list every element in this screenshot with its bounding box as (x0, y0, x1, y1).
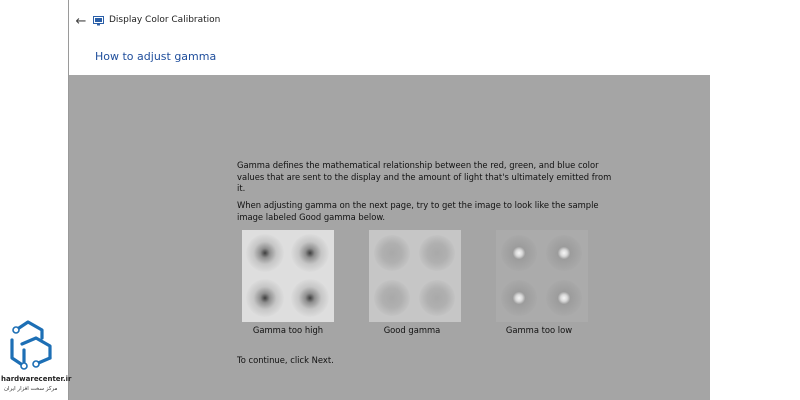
watermark-site-name: hardwarecenter.ir (1, 375, 72, 383)
window-title: Display Color Calibration (109, 15, 221, 25)
window-right-margin (710, 75, 800, 400)
caption-good-gamma: Good gamma (383, 325, 441, 335)
page-heading: How to adjust gamma (95, 50, 217, 63)
caption-gamma-too-high: Gamma too high (252, 325, 324, 335)
sample-image-gamma-too-low (496, 230, 588, 322)
title-bar (69, 0, 800, 44)
content-area (69, 75, 710, 400)
back-button[interactable] (73, 14, 89, 30)
watermark-subtitle: مرکز سخت افزار ایران (4, 386, 58, 392)
monitor-icon (93, 16, 104, 26)
sample-image-gamma-too-high (242, 230, 334, 322)
arrow-left-icon: ← (75, 14, 87, 29)
caption-gamma-too-low: Gamma too low (505, 325, 573, 335)
sample-image-good-gamma (369, 230, 461, 322)
gamma-instruction-text: When adjusting gamma on the next page, try to get the image to look like the sample image labeled Good gamma below. (237, 200, 599, 222)
gamma-definition-text: Gamma defines the mathematical relationship between the red, green, and blue color values that are sent to the display and the amount of light that's ultimately emitted from it. (237, 160, 612, 193)
continue-instruction-text: To continue, click Next. (237, 355, 334, 365)
